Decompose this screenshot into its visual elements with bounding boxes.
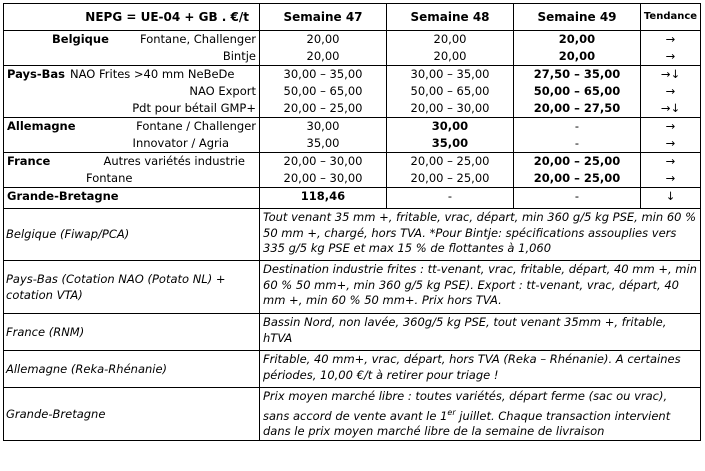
price-value: 20,00 – 30,00 bbox=[283, 154, 363, 168]
variety-label: Fontane / Challenger bbox=[136, 119, 256, 133]
allemagne-w49 bbox=[514, 118, 641, 153]
variety-label: Innovator / Agria bbox=[132, 136, 229, 150]
price-value: 30,00 – 35,00 bbox=[410, 67, 490, 81]
price-value: 118,46 bbox=[300, 189, 346, 203]
gb-w47 bbox=[260, 188, 387, 209]
country-paysbas: Pays-Bas bbox=[7, 67, 66, 81]
note-label: Belgique (Fiwap/PCA) bbox=[4, 209, 260, 261]
price-value: 30,00 bbox=[306, 119, 340, 133]
note-label: Grande-Bretagne bbox=[4, 388, 260, 441]
price-table bbox=[3, 3, 701, 441]
note-text-part: Prix moyen marché libre : toutes variétés, départ ferme (sac ou vrac), sans accord de vente avant le 1 bbox=[263, 389, 668, 423]
header-week-47: Semaine 47 bbox=[260, 4, 387, 31]
variety-label: Bintje bbox=[222, 49, 256, 63]
header-trend: Tendance bbox=[641, 4, 701, 31]
price-value: 20,00 – 25,00 bbox=[533, 171, 621, 185]
group-allemagne bbox=[4, 118, 701, 153]
price-value: 27,50 – 35,00 bbox=[533, 67, 621, 81]
price-value: 20,00 – 27,50 bbox=[533, 101, 621, 115]
price-value: 20,00 bbox=[306, 32, 340, 46]
paysbas-trend bbox=[641, 66, 701, 118]
paysbas-w48 bbox=[387, 66, 514, 118]
note-label: France (RNM) bbox=[4, 314, 260, 351]
variety-label: Autres variétés industrie bbox=[103, 154, 245, 168]
trend-arrow-icon: → bbox=[665, 84, 676, 98]
price-value: 20,00 bbox=[433, 49, 467, 63]
allemagne-w48 bbox=[387, 118, 514, 153]
note-gb bbox=[4, 388, 701, 441]
group-paysbas bbox=[4, 66, 701, 118]
allemagne-w47 bbox=[260, 118, 387, 153]
note-allemagne bbox=[4, 351, 701, 388]
price-value: 20,00 – 25,00 bbox=[283, 101, 363, 115]
note-text-part: juillet. Chaque transaction intervient dans le prix moyen marché libre de la semaine de livraison bbox=[263, 408, 671, 438]
belgique-labels bbox=[4, 31, 260, 66]
price-value: 20,00 – 25,00 bbox=[410, 154, 490, 168]
group-france bbox=[4, 153, 701, 188]
note-paysbas bbox=[4, 261, 701, 314]
note-text: Fritable, 40 mm+, vrac, départ, hors TVA (Reka – Rhénanie). A certaines périodes, 10,00 €/t à retirer pour triage ! bbox=[260, 351, 701, 388]
paysbas-w47 bbox=[260, 66, 387, 118]
belgique-trend bbox=[641, 31, 701, 66]
trend-arrow-icon: →↓ bbox=[660, 67, 681, 81]
country-france: France bbox=[7, 154, 51, 168]
gb-trend bbox=[641, 188, 701, 209]
group-belgique bbox=[4, 31, 701, 66]
note-belgique bbox=[4, 209, 701, 261]
price-value: 20,00 bbox=[433, 32, 467, 46]
gb-label bbox=[4, 188, 260, 209]
gb-w49 bbox=[514, 188, 641, 209]
price-value: 20,00 – 25,00 bbox=[410, 171, 490, 185]
price-value: 50,00 – 65,00 bbox=[410, 84, 490, 98]
france-labels bbox=[4, 153, 260, 188]
price-value: 20,00 bbox=[306, 49, 340, 63]
note-label: Allemagne (Reka-Rhénanie) bbox=[4, 351, 260, 388]
price-value: - bbox=[574, 136, 580, 150]
country-allemagne: Allemagne bbox=[7, 119, 76, 133]
variety-label: NAO Frites >40 mm NeBeDe bbox=[70, 67, 235, 81]
header-week-49: Semaine 49 bbox=[514, 4, 641, 31]
note-superscript: er bbox=[447, 407, 456, 417]
allemagne-labels bbox=[4, 118, 260, 153]
france-w49 bbox=[514, 153, 641, 188]
header-week-48: Semaine 48 bbox=[387, 4, 514, 31]
note-label: Pays-Bas (Cotation NAO (Potato NL) + cotation VTA) bbox=[4, 261, 260, 314]
price-value: 50,00 – 65,00 bbox=[283, 84, 363, 98]
trend-arrow-icon: → bbox=[665, 136, 676, 150]
france-w47 bbox=[260, 153, 387, 188]
paysbas-labels bbox=[4, 66, 260, 118]
note-france bbox=[4, 314, 701, 351]
price-value: 20,00 – 30,00 bbox=[283, 171, 363, 185]
price-value: 20,00 bbox=[558, 32, 596, 46]
price-value: 20,00 – 25,00 bbox=[533, 154, 621, 168]
note-text: Destination industrie frites : tt-venant, vrac, fritable, départ, 40 mm +, min 60 % 50 mm+, min 360 g/5 kg PSE). Export : tt-venant, vrac, départ, 40 mm +, min 60 % 50 mm+. Prix hors TVA. bbox=[260, 261, 701, 314]
price-value: - bbox=[447, 189, 453, 203]
price-value: 35,00 bbox=[431, 136, 469, 150]
allemagne-trend bbox=[641, 118, 701, 153]
trend-arrow-icon: →↓ bbox=[660, 101, 681, 115]
group-gb bbox=[4, 188, 701, 209]
note-text: Bassin Nord, non lavée, 360g/5 kg PSE, tout venant 35mm +, fritable, hTVA bbox=[260, 314, 701, 351]
price-value: 20,00 bbox=[558, 49, 596, 63]
france-trend bbox=[641, 153, 701, 188]
france-w48 bbox=[387, 153, 514, 188]
variety-label: Fontane bbox=[86, 171, 133, 185]
gb-w48 bbox=[387, 188, 514, 209]
header-title: NEPG = UE-04 + GB . €/t bbox=[4, 4, 260, 31]
variety-label: Fontane, Challenger bbox=[140, 32, 256, 46]
note-text: Tout venant 35 mm +, fritable, vrac, départ, min 360 g/5 kg PSE, min 60 % 50 mm +, chargé, hors TVA. *Pour Bintje: spécifications assouplies vers 335 g/5 kg PSE et max 15 % de flottantes à 1,060 bbox=[260, 209, 701, 261]
price-value: - bbox=[574, 119, 580, 133]
price-value: 30,00 bbox=[431, 119, 469, 133]
price-value: - bbox=[574, 189, 580, 203]
trend-arrow-icon: → bbox=[665, 171, 676, 185]
belgique-w47 bbox=[260, 31, 387, 66]
price-table-wrapper bbox=[3, 3, 701, 441]
header-row bbox=[4, 4, 701, 31]
country-gb: Grande-Bretagne bbox=[7, 189, 119, 203]
trend-arrow-icon: → bbox=[665, 49, 676, 63]
price-value: 20,00 – 30,00 bbox=[410, 101, 490, 115]
note-text bbox=[260, 388, 701, 441]
trend-arrow-icon: → bbox=[665, 32, 676, 46]
trend-arrow-icon: → bbox=[665, 154, 676, 168]
variety-label: Pdt pour bétail GMP+ bbox=[132, 101, 256, 115]
belgique-w48 bbox=[387, 31, 514, 66]
price-value: 30,00 – 35,00 bbox=[283, 67, 363, 81]
country-belgique: Belgique bbox=[52, 32, 109, 46]
belgique-w49 bbox=[514, 31, 641, 66]
paysbas-w49 bbox=[514, 66, 641, 118]
trend-arrow-icon: ↓ bbox=[665, 189, 676, 203]
variety-label: NAO Export bbox=[189, 84, 256, 98]
trend-arrow-icon: → bbox=[665, 119, 676, 133]
price-value: 50,00 – 65,00 bbox=[533, 84, 621, 98]
price-value: 35,00 bbox=[306, 136, 340, 150]
